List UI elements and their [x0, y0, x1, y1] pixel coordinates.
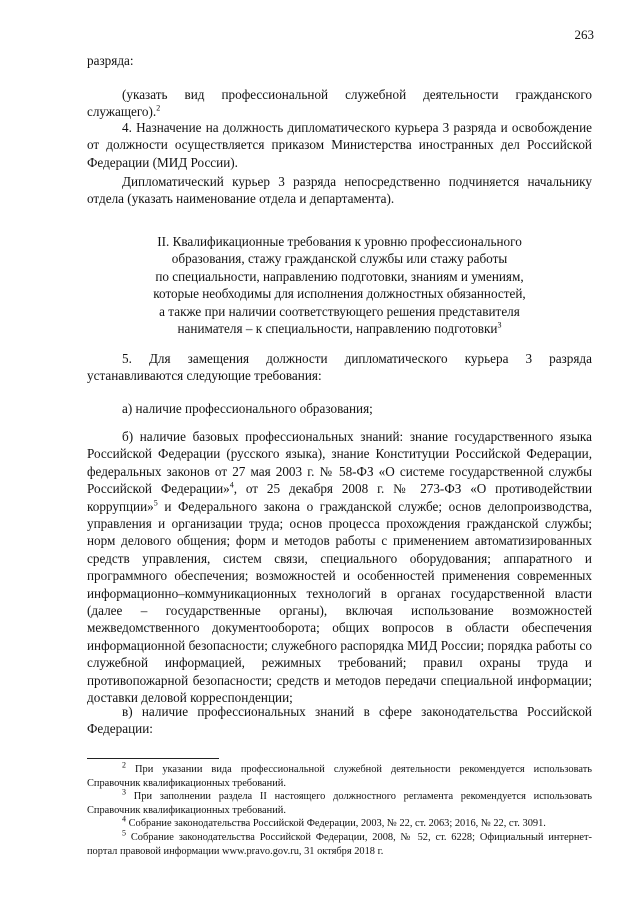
paragraph-text: разряда:	[87, 53, 134, 68]
heading-line: которые необходимы для исполнения должностных обязанностей,	[153, 286, 526, 302]
paragraph-legal-knowledge	[87, 703, 592, 738]
page-number: 263	[574, 27, 594, 42]
paragraph-education	[87, 400, 592, 417]
footnote-ref: 3	[497, 320, 502, 330]
paragraph-text: Дипломатический курьер 3 разряда непосредственно подчиняется начальнику отдела (указать наименование отдела и департамента).	[87, 174, 592, 207]
footnote-number: 5	[122, 828, 126, 838]
paragraph-requirements	[87, 350, 592, 385]
paragraph-text: в) наличие профессиональных знаний в сфере законодательства Российской Федерации:	[87, 704, 592, 737]
footnote-ref: 2	[156, 104, 161, 114]
footnotes	[87, 758, 592, 858]
footnote-text: При указании вида профессиональной служебной деятельности рекомендуется использовать Справочник квалификационных требований.	[87, 764, 592, 789]
footnote-text: При заполнении раздела II настоящего должностного регламента рекомендуется использовать Справочник квалификационных требований.	[87, 791, 592, 816]
footnote-number: 3	[122, 787, 126, 797]
paragraph-text: б) наличие базовых профессиональных знаний: знание государственного языка Российской Федерации (русского языка), знание Конституции Российской Федерации, федеральных законов от 27 мая 2003 г. № 58-ФЗ «О системе государственной службы Российской Федерации»	[87, 429, 592, 497]
paragraph-appointment	[87, 119, 592, 171]
heading-line: по специальности, направлению подготовки, знаниям и умениям,	[155, 268, 524, 284]
footnote	[87, 760, 592, 790]
footnote-number: 2	[122, 760, 126, 770]
footnote	[87, 814, 592, 831]
paragraph-text: 5. Для замещения должности дипломатического курьера 3 разряда устанавливаются следующие требования:	[87, 351, 592, 384]
paragraph-subordination	[87, 173, 592, 208]
paragraph-text: (указать вид профессиональной служебной деятельности гражданского служащего).	[87, 87, 592, 120]
heading-line: а также при наличии соответствующего решения представителя	[159, 303, 520, 319]
heading-line: образования, стажу гражданской службы или стажу работы	[171, 251, 508, 267]
footnote-ref: 5	[153, 498, 158, 508]
paragraph-text: , от 25 декабря 2008 г. № 273-ФЗ «О противодействии коррупции»	[87, 481, 592, 514]
paragraph-rank	[87, 52, 592, 69]
paragraph-text: 4. Назначение на должность дипломатического курьера 3 разряда и освобождение от должности осуществляется приказом Министерства иностранных дел Российской Федерации (МИД России).	[87, 120, 592, 170]
footnote-divider	[87, 758, 219, 759]
paragraph-activity-note	[87, 86, 592, 121]
heading-line: II. Квалификационные требования к уровню профессионального	[157, 234, 522, 249]
footnote	[87, 787, 592, 817]
footnote	[87, 828, 592, 858]
paragraph-basic-knowledge	[87, 428, 592, 707]
paragraph-text: и Федерального закона о гражданской службе; основ делопроизводства, управления и организации труда; основ процесса прохождения гражданской службы; норм делового общения; форм и методов работы с применением автоматизированных средств управления, систем связи, специального оборудования; аппаратного и программного обеспечения; возможностей и особенностей применения современных информационно–коммуникационных технологий в органах государственной власти (далее – государственные органы), включая использование возможностей межведомственного документооборота; общих вопросов в области обеспечения информационной безопасности; служебного распорядка МИД России; порядка работы со служебной информацией, режимных требований; правил охраны труда и противопожарной безопасности; средств и методов передачи специальной информации; доставки деловой корреспонденции;	[87, 498, 592, 706]
section-heading	[87, 233, 592, 337]
footnote-ref: 4	[229, 480, 234, 490]
footnote-number: 4	[122, 814, 126, 824]
paragraph-text: а) наличие профессионального образования;	[122, 401, 373, 416]
footnote-text: Собрание законодательства Российской Федерации, 2008, № 52, ст. 6228; Официальный интернет-портал правовой информации www.pravo.gov.ru, 31 октября 2018 г.	[87, 831, 592, 857]
footnote-text: Собрание законодательства Российской Федерации, 2003, № 22, ст. 2063; 2016, № 22, ст. 3091.	[128, 818, 546, 830]
heading-line: нанимателя – к специальности, направлению подготовки	[177, 321, 498, 337]
